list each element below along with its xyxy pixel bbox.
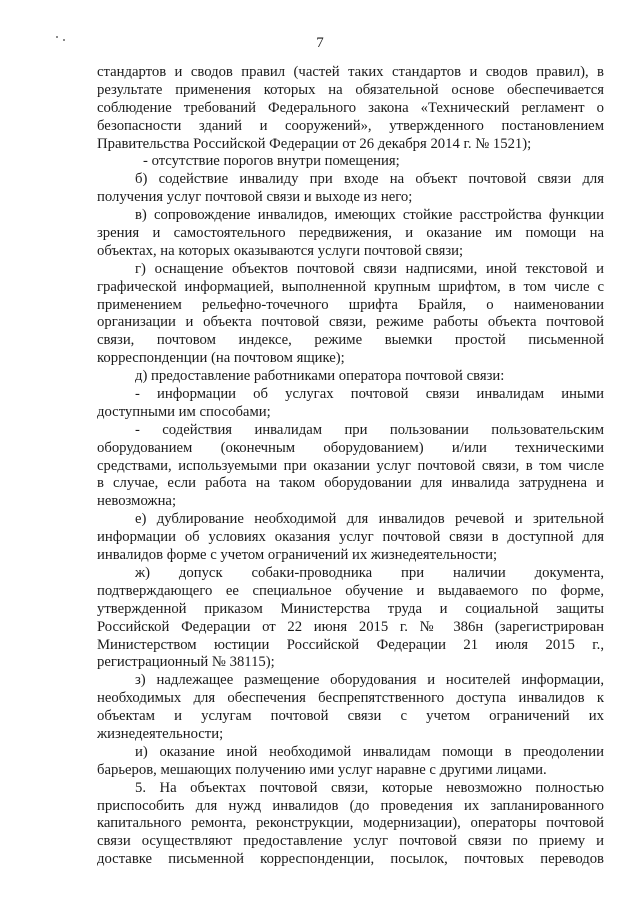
text-line: зрения и самостоятельного передвижения, и оказание им помощи на [97,225,604,242]
text-line: - содействия инвалидам при пользовании пользовательским [135,421,604,438]
text-line: б) содействие инвалиду при входе на объект почтовой связи для [135,171,604,188]
text-line: регистрационный № 38115); [97,654,275,671]
text-line: оборудованием (оконечным оборудованием) и/или техническими [97,439,604,456]
text-line: организации и объекта почтовой связи, режиме работы объекта почтовой [97,314,604,331]
text-line: применением рельефно-точечного шрифта Брайля, о наименовании [97,296,604,313]
text-line: связи осуществляют предоставление услуг почтовой связи по приему и [97,833,604,850]
text-line: в) сопровождение инвалидов, имеющих стойкие расстройства функции [135,207,604,224]
text-line: результате применения которых на обязательной основе обеспечивается [97,81,604,98]
text-line: г) оснащение объектов почтовой связи надписями, иной текстовой и [135,260,604,277]
page-number: 7 [316,35,324,51]
text-line: объектах, на которых оказываются услуги почтовой связи; [97,242,464,259]
text-line: д) предоставление работниками оператора почтовой связи: [135,368,505,385]
text-line: корреспонденции (на почтовом ящике); [97,350,345,367]
text-line: приспособить для нужд инвалидов (до проведения их запланированного [97,797,604,814]
text-line: жизнедеятельности; [97,725,224,742]
text-line: средствами, используемыми при оказании услуг почтовой связи, в том числе [97,457,604,474]
text-line: доступными им способами; [97,403,271,420]
document-body [97,64,604,869]
text-line: утвержденной приказом Министерства труда и социальной защиты [97,600,604,617]
text-line: Правительства Российской Федерации от 26 декабря 2014 г. № 1521); [97,135,532,152]
text-line: соблюдение требований Федерального закона «Технический регламент о [97,99,604,116]
text-line: подтверждающего ее специальное обучение и выдаваемого по форме, [97,582,604,599]
text-line: безопасности зданий и сооружений», утвержденного постановлением [97,117,604,134]
text-line: объектам и услугам почтовой связи с учетом ограничений их [97,708,604,725]
text-line: информации об условиях оказания услуг почтовой связи в доступной для [97,529,604,546]
text-line: Министерством юстиции Российской Федерации 21 июля 2015 г., [97,636,604,653]
text-line: необходимых для обеспечения беспрепятственного доступа инвалидов к [97,690,604,707]
text-line: стандартов и сводов правил (частей таких стандартов и сводов правил), в [97,64,604,80]
text-line: и) оказание иной необходимой инвалидам помощи в преодолении [135,743,604,760]
text-line: Российской Федерации от 22 июня 2015 г. № 386н (зарегистрирован [97,618,604,635]
text-line: е) дублирование необходимой для инвалидов речевой и зрительной [135,511,604,528]
text-line: в случае, если работа на таком оборудовании для инвалида затруднена и [97,475,604,492]
text-line: з) надлежащее размещение оборудования и носителей информации, [135,672,604,689]
text-line: инвалидов форме с учетом ограничений их жизнедеятельности; [97,547,498,564]
text-line: получения услуг почтовой связи и выходе из него; [97,189,413,206]
text-line: барьеров, мешающих получению ими услуг наравне с другими лицами. [97,761,547,778]
text-line: доставке письменной корреспонденции, посылок, почтовых переводов [97,851,604,868]
text-line: невозможна; [97,493,177,510]
text-line: - отсутствие порогов внутри помещения; [143,153,400,170]
text-line: - информации об услугах почтовой связи инвалидам иными [135,386,604,403]
text-line: графической информацией, выполненной крупным шрифтом, в том числе с [97,278,604,295]
text-line: связи, почтовом индексе, режиме выемки простой письменной [97,332,604,349]
text-line: 5. На объектах почтовой связи, которые невозможно полностью [135,779,604,796]
text-line: капитального ремонта, реконструкции, модернизации), операторы почтовой [97,815,604,832]
text-line: ж) допуск собаки-проводника при наличии документа, [135,564,604,581]
